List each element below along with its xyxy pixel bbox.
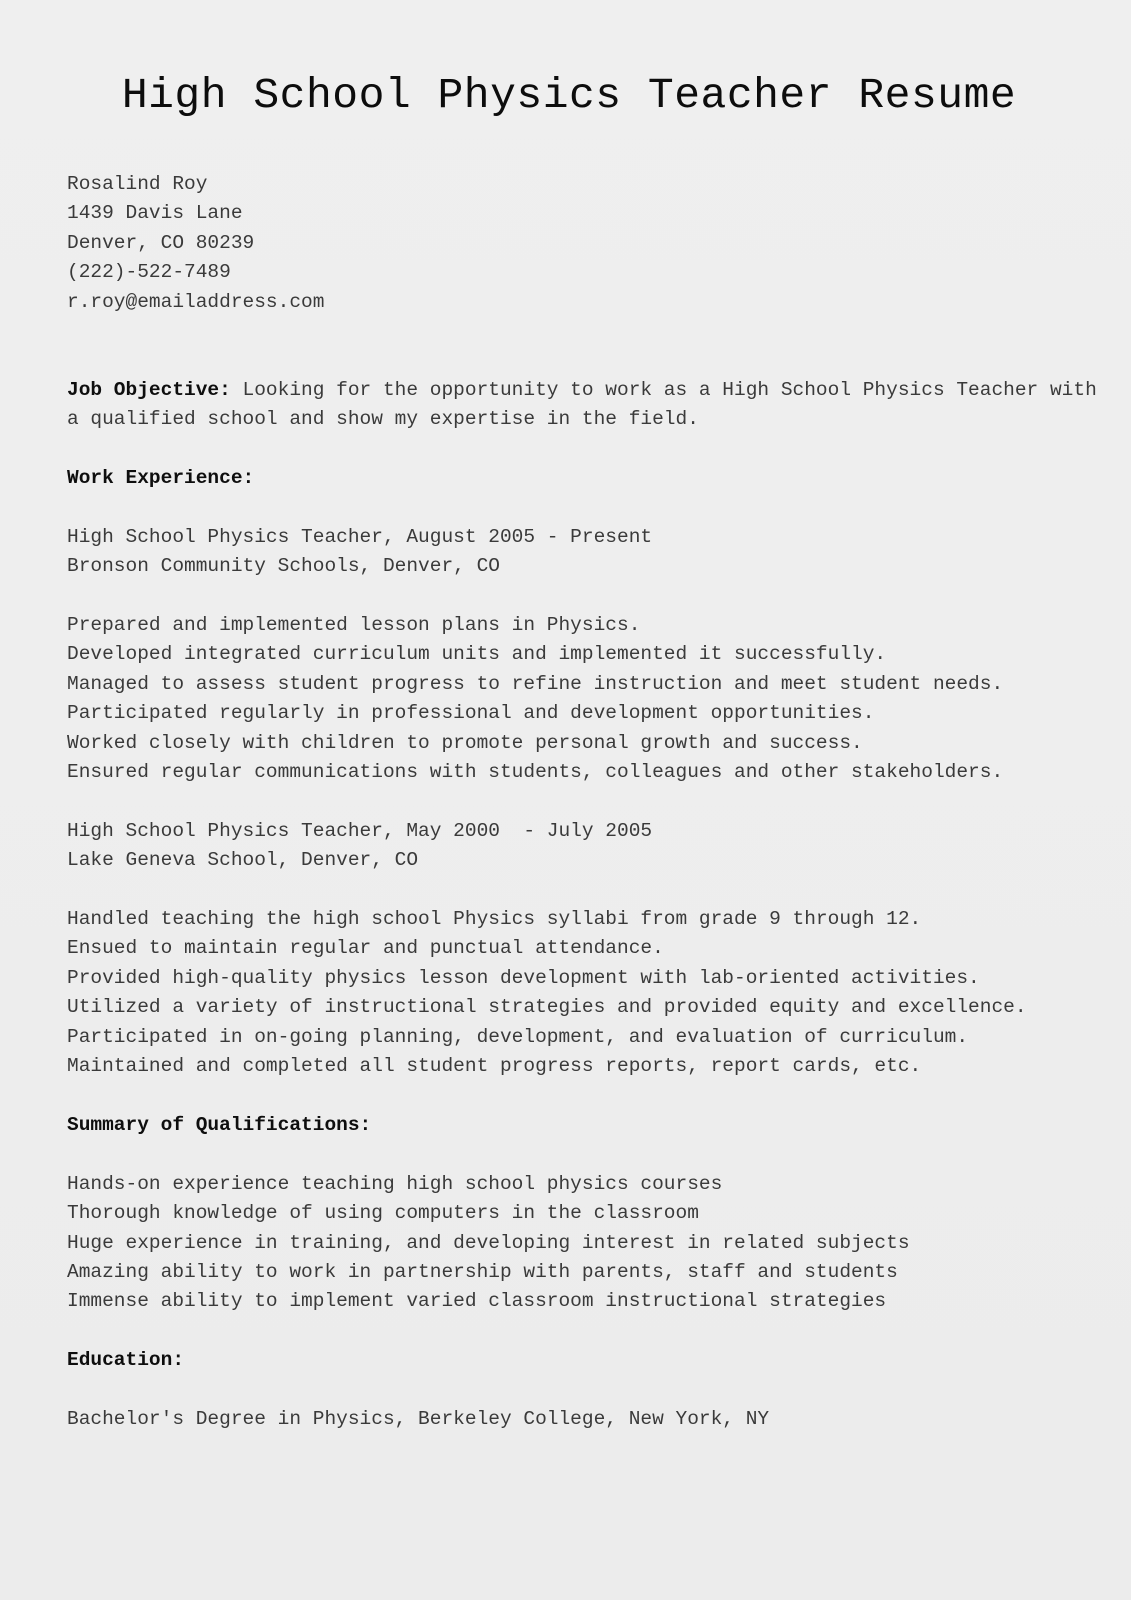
job-duty: Participated regularly in professional and development opportunities. — [67, 702, 875, 725]
objective-text-1: Looking for the opportunity to work as a High School Physics Teacher with — [230, 378, 1097, 401]
job-duty: Ensured regular communications with students, colleagues and other stakeholders. — [67, 761, 1004, 784]
qualifications-heading: Summary of Qualifications: — [67, 1113, 372, 1136]
qualification-item: Hands-on experience teaching high school physics courses — [67, 1172, 723, 1195]
job-duty: Ensued to maintain regular and punctual attendance. — [67, 937, 664, 960]
spacer — [67, 317, 1071, 376]
job-duty: Maintained and completed all student progress reports, report cards, etc. — [67, 1055, 922, 1078]
contact-email: r.roy@emailaddress.com — [67, 290, 325, 313]
work-heading: Work Experience: — [67, 467, 255, 490]
spacer — [67, 1317, 1071, 1346]
job-duty: Participated in on-going planning, development, and evaluation of curriculum. — [67, 1025, 969, 1048]
job-duty: Worked closely with children to promote personal growth and success. — [67, 731, 863, 754]
job-title: High School Physics Teacher, May 2000 - July 2005 — [67, 819, 653, 842]
education-degree: Bachelor's Degree in Physics, Berkeley College, New York, NY — [67, 1407, 770, 1430]
spacer — [67, 876, 1071, 905]
education-section — [67, 1346, 1071, 1434]
qualification-item: Huge experience in training, and developing interest in related subjects — [67, 1231, 910, 1254]
job-entry — [67, 817, 1071, 1082]
spacer — [67, 582, 1071, 611]
job-entry — [67, 523, 1071, 788]
job-duty: Provided high-quality physics lesson development with lab-oriented activities. — [67, 966, 980, 989]
contact-street: 1439 Davis Lane — [67, 202, 243, 225]
spacer — [67, 435, 1071, 464]
objective-section — [67, 376, 1097, 435]
job-duty: Utilized a variety of instructional strategies and provided equity and excellence. — [67, 996, 1027, 1019]
contact-city: Denver, CO 80239 — [67, 231, 255, 254]
education-heading: Education: — [67, 1349, 185, 1372]
job-employer: Lake Geneva School, Denver, CO — [67, 849, 419, 872]
qualification-item: Amazing ability to work in partnership with parents, staff and students — [67, 1260, 898, 1283]
job-duty: Managed to assess student progress to refine instruction and meet student needs. — [67, 672, 1004, 695]
job-duty: Handled teaching the high school Physics syllabi from grade 9 through 12. — [67, 908, 922, 931]
spacer — [67, 493, 1071, 522]
job-duty: Developed integrated curriculum units and implemented it successfully. — [67, 643, 887, 666]
spacer — [67, 1376, 1071, 1405]
objective-text-2: a qualified school and show my expertise in the field. — [67, 408, 699, 431]
job-title: High School Physics Teacher, August 2005 - Present — [67, 525, 653, 548]
contact-phone: (222)-522-7489 — [67, 261, 231, 284]
spacer — [67, 787, 1071, 816]
qualification-item: Immense ability to implement varied classroom instructional strategies — [67, 1290, 887, 1313]
objective-label: Job Objective: — [67, 378, 231, 401]
work-section — [67, 464, 1071, 1081]
contact-name: Rosalind Roy — [67, 173, 208, 195]
spacer — [67, 1140, 1071, 1169]
qualification-item: Thorough knowledge of using computers in the classroom — [67, 1202, 699, 1225]
job-employer: Bronson Community Schools, Denver, CO — [67, 555, 500, 578]
page-title: High School Physics Teacher Resume — [121, 71, 1017, 120]
contact-block — [67, 170, 1071, 317]
spacer — [67, 1082, 1071, 1111]
job-duty: Prepared and implemented lesson plans in Physics. — [67, 614, 641, 637]
qualifications-section — [67, 1111, 1071, 1317]
